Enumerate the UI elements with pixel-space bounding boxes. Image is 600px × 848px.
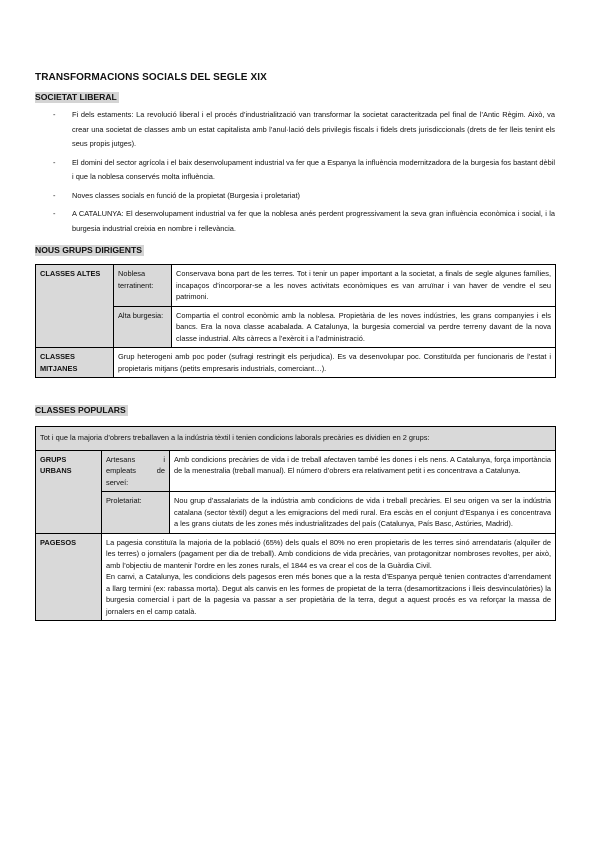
table-row	[36, 348, 556, 378]
section-heading-societat-liberal: SOCIETAT LIBERAL	[35, 92, 117, 102]
pagesos-paragraph-1: La pagesia constituïa la majoria de la població (65%) dels quals el 80% no eren propietaris de les terres sinó arrendataris (alquiler de les terres) o jornalers (pagament per dia de treball). Amb condicions de vida precàries, van protagonitzar nombroses revoltes, per això, amb l’objectiu de mantenir l’ordre en les zones rurals, el 1844 es va crear el cos de la Guàrdia Civil.	[106, 537, 552, 570]
classes-mitjanes-label: CLASSES MITJANES	[36, 348, 114, 378]
noblesa-label: Noblesa terratinent:	[114, 265, 172, 307]
section-heading-classes-populars: CLASSES POPULARS	[35, 405, 126, 415]
pagesos-paragraph-2: En canvi, a Catalunya, les condicions dels pagesos eren més bones que a la resta d’Espanya perquè tenien contractes d’arrendament a llarg termini (ex: rabassa morta). Degut als canvis en les formes de propietat de la terra (desamortitzacions i lleis desvinculatòries) la burgesia comercial i part de la pagesia va passar a ser propietària de la terra, degut a aquest procés es va reforçar la massa de jornalers en el camp català.	[106, 572, 552, 616]
table-row	[36, 427, 556, 451]
table-row	[36, 306, 556, 348]
classes-populars-table	[35, 426, 556, 621]
section-heading-nous-grups: NOUS GRUPS DIRIGENTS	[35, 245, 142, 255]
pagesos-label: PAGESOS	[36, 533, 102, 621]
list-item: - A CATALUNYA: El desenvolupament industrial va fer que la noblesa anés perdent progressivament la seva gran influència econòmica i social, i la burgesia industrial creixia en nombre i rellevància.	[53, 209, 555, 233]
classes-populars-intro: Tot i que la majoria d’obrers treballaven a la indústria tèxtil i tenien condicions laborals precàries es dividien en 2 grups:	[36, 427, 556, 451]
alta-burgesia-text: Compartia el control econòmic amb la noblesa. Propietària de les noves indústries, les grans companyies i els bancs. Era la nova classe acabalada. A Catalunya, la burgesia comercial va perdre terreny davant de la nova classe industrial. Alts càrrecs a l’exèrcit i a l’administració.	[172, 306, 556, 348]
pagesos-text	[102, 533, 556, 621]
table-row	[36, 492, 556, 534]
nous-grups-table	[35, 264, 556, 378]
noblesa-text: Conservava bona part de les terres. Tot i tenir un paper important a la societat, a finals de segle algunes famílies, incapaços d’incorporar-se a les noves activitats econòmiques es van arruïnar i van haver de vendre el seu patrimoni.	[172, 265, 556, 307]
table-row	[36, 533, 556, 621]
document-page	[35, 72, 555, 621]
artesans-text: Amb condicions precàries de vida i de treball afectaven també les dones i els nens. A Catalunya, força importància de la menestralia (treball manual). El número d’obrers era relativament petit i es concentrava a Catalunya.	[170, 450, 556, 492]
classes-mitjanes-text: Grup heterogeni amb poc poder (sufragi restringit els perjudica). Es va desenvolupar poc. Constituïda per funcionaris de l’estat i propietaris mitjans (petits empresaris industrials, comerciant…).	[114, 348, 556, 378]
list-item: - El domini del sector agrícola i el baix desenvolupament industrial va fer que a Espanya la influència modernitzadora de la burgesia fos bastant dèbil i que la noblesa conservés molta influència.	[53, 157, 555, 181]
table-row	[36, 450, 556, 492]
table-row	[36, 265, 556, 307]
artesans-label: Artesans i empleats de serveí:	[102, 450, 170, 492]
proletariat-text: Nou grup d’assalariats de la indústria amb condicions de vida i treball precàries. El seu origen va ser la indústria catalana (sector tèxtil) degut a les emigracions del medi rural. Era escàs en el conjunt d’Espanya i es concentrava a les grans ciutats de les zones més industrialitzades del país (Catalunya, País Basc, Astúries, Madrid).	[170, 492, 556, 534]
list-item: - Fi dels estaments: La revolució liberal i el procés d’industrialització van transformar la societat caracteritzada pel final de l’Antic Règim. Això, va crear una societat de classes amb un estat capitalista amb l’anul·lació dels privilegis fiscals i fidels drets jurisdiccionals (drets de fer lleis tenint els seus propis jutges).	[53, 110, 555, 148]
classes-altes-label: CLASSES ALTES	[36, 265, 114, 348]
societat-liberal-list	[35, 108, 555, 236]
alta-burgesia-label: Alta burgesia:	[114, 306, 172, 348]
document-title: TRANSFORMACIONS SOCIALS DEL SEGLE XIX	[35, 72, 267, 83]
grups-urbans-label: GRUPS URBANS	[36, 450, 102, 533]
proletariat-label: Proletariat:	[102, 492, 170, 534]
list-item: - Noves classes socials en funció de la propietat (Burgesia i proletariat)	[53, 190, 300, 200]
